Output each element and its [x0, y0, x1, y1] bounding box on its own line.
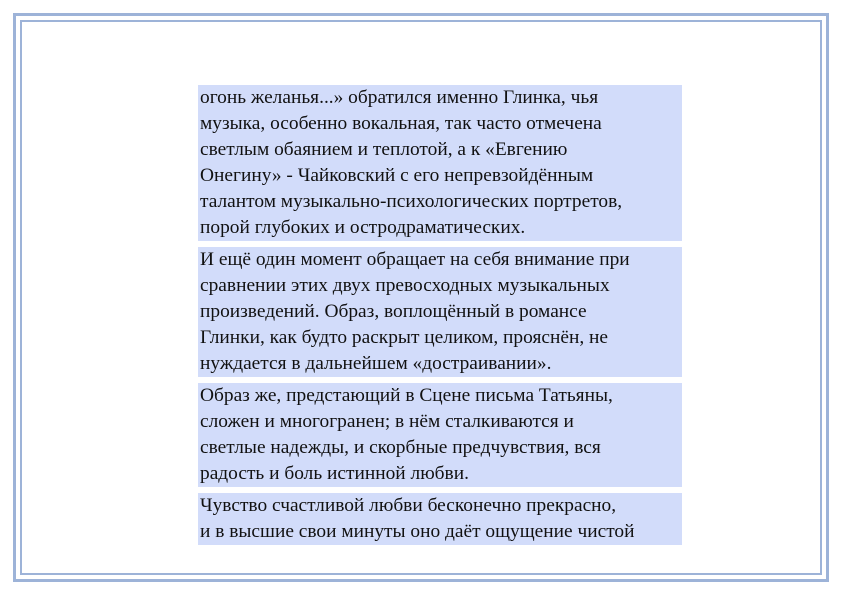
paragraph-1: огонь желанья...» обратился именно Глинка, чья музыка, особенно вокальная, так часто отмечена светлым обаянием и теплотой, а к «Евгению Онегину» - Чайковский с его непревзойдённым талантом музыкально-психологических портретов, порой глубоких и остродраматических. [198, 85, 682, 241]
text-block [198, 85, 682, 551]
paragraph-3: Образ же, предстающий в Сцене письма Татьяны, сложен и многогранен; в нём сталкиваются и светлые надежды, и скорбные предчувствия, вся радость и боль истинной любви. [198, 383, 682, 487]
paragraph-2: И ещё один момент обращает на себя внимание при сравнении этих двух превосходных музыкальных произведений. Образ, воплощённый в романсе Глинки, как будто раскрыт целиком, прояснён, не нуждается в дальнейшем «достраивании». [198, 247, 682, 377]
paragraph-4: Чувство счастливой любви бесконечно прекрасно, и в высшие свои минуты оно даёт ощущение чистой [198, 493, 682, 545]
